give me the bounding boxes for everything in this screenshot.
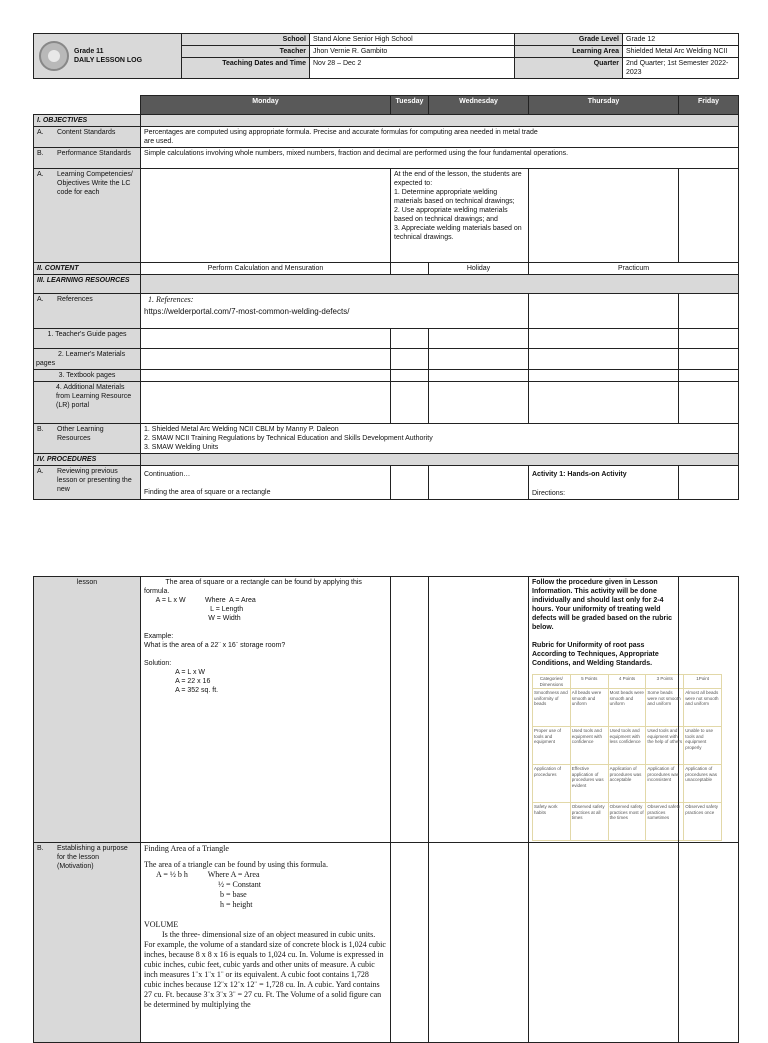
header-table — [33, 33, 739, 79]
teachers-guide-label: 1. Teacher's Guide pages — [34, 329, 141, 349]
learners-materials-label: 2. Learner's Materials pages — [34, 349, 141, 370]
other-resources-label: B. Other Learning Resources — [34, 424, 141, 454]
rubric-row: Safety work habits Observed safety practices at all times Observed safety practices most of the times Observed safety practices sometimes Observed safety practices once — [533, 803, 722, 841]
reviewing-lesson-monday: Continuation… Finding the area of square or a rectangle — [141, 466, 391, 500]
reviewing-lesson-monday-cont: The area of square or a rectangle can be found by applying this formula. A = L x W Where A = Area L = Length W = Width Example: What is the area of a 22¨ x 16¨ storage room? Solution: A = L x W A = 22 x 16 A = 352 sq. ft. — [141, 577, 391, 843]
school-logo-cell — [34, 34, 182, 79]
header-title-line1: Grade 11 — [74, 48, 104, 55]
lesson-log-table — [33, 95, 739, 500]
learning-area-label: Learning Area — [515, 46, 623, 58]
objectives-heading: I. OBJECTIVES — [34, 115, 141, 127]
activity-instructions: Follow the procedure given in Lesson Information. This activity will be done individually and should last only for 2-4 hours. Your uniformity of treating weld defects will be graded based on the rubric below. Rubric for Uniformity of root pass According to Techniques, Appropriate Conditions, and Welding Standards. — [532, 579, 673, 667]
content-wednesday: Holiday — [429, 263, 529, 275]
rubric-header-cell: 3 Points — [646, 675, 684, 689]
day-header-wednesday: Wednesday — [429, 96, 529, 115]
activity-title: Activity 1: Hands-on Activity — [532, 471, 627, 478]
quarter-label: Quarter — [515, 58, 623, 79]
references-label: A. References — [34, 294, 141, 329]
day-header-tuesday: Tuesday — [391, 96, 429, 115]
dates-label: Teaching Dates and Time — [182, 58, 310, 79]
day-header-friday: Friday — [679, 96, 739, 115]
performance-standards-label: B. Performance Standards — [34, 148, 141, 169]
teacher-label: Teacher — [182, 46, 310, 58]
rubric-header-cell: Categories/ Dimensions — [533, 675, 571, 689]
rubric-header-cell: 4 Points — [608, 675, 646, 689]
references-url[interactable]: https://welderportal.com/7-most-common-welding-defects/ — [144, 307, 350, 316]
triangle-text: The area of a triangle can be found by using this formula. A = ½ b h Where A = Area ½ = Constant b = base h = height VOLUME Is the three- dimensional size of an object measured in cubic units. For example, the volume of a standard size of concrete block is 1,024 cubic inches, because 8 x 8 x 16 is equals to 1,024 cu. In. Volume is expressed in cubic inches, cubic feet, cubic yards and other units of measure. A cubic inch measures 1¨x 1¨x 1¨ or its equivalent. A cubic foot contains 1,728 cubic inches because 12¨x 12¨x 12¨ = 1,728 cu. In. A cubic. Yard contains 27 cu. Ft. because 3¨x 3¨x 3¨ = 27 cu. Ft. The Volume of a solid figure can be determined by multiplying the — [144, 860, 386, 1009]
grade-level-label: Grade Level — [515, 34, 623, 46]
rubric-header-cell: 1Point — [684, 675, 722, 689]
textbook-pages-label: 3. Textbook pages — [34, 370, 141, 382]
references-title: 1. References: — [148, 295, 194, 304]
day-header-thursday: Thursday — [529, 96, 679, 115]
rubric-row: Proper use of tools and equipment Used tools and equipment with confidence Used tools and equipment with less confidence Used tools and equipment with the help of others Unable to use tools and equipment properly — [533, 727, 722, 765]
content-standards-label: A. Content Standards — [34, 127, 141, 148]
deped-seal-icon — [39, 41, 69, 71]
additional-materials-label: 4. Additional Materials from Learning Resource (LR) portal — [34, 382, 141, 424]
reviewing-lesson-label-cont: lesson — [34, 577, 141, 843]
teacher-value: Jhon Vernie R. Gambito — [310, 46, 515, 58]
dates-value: Nov 28 – Dec 2 — [310, 58, 515, 79]
performance-standards-text: Simple calculations involving whole numbers, mixed numbers, fraction and decimal are performed using the four fundamental operations. — [141, 148, 739, 169]
other-resources-text: 1. Shielded Metal Arc Welding NCII CBLM by Manny P. Daleon 2. SMAW NCII Training Regulations by Technical Education and Skills Development Authority 3. SMAW Welding Units — [141, 424, 739, 454]
content-heading: II. CONTENT — [34, 263, 141, 275]
reviewing-lesson-label: A. Reviewing previous lesson or presenting the new — [34, 466, 141, 500]
establishing-purpose-monday — [141, 843, 391, 1043]
grade-level-value: Grade 12 — [623, 34, 739, 46]
content-standards-text: Percentages are computed using appropriate formula. Precise and accurate formulas for computing area needed in metal trade are used. — [141, 127, 739, 148]
learning-competencies-label: A. Learning Competencies/ Objectives Write the LC code for each — [34, 169, 141, 263]
school-label: School — [182, 34, 310, 46]
learning-area-value: Shielded Metal Arc Welding NCII — [623, 46, 739, 58]
establishing-purpose-label: B. Establishing a purpose for the lesson (Motivation) — [34, 843, 141, 1043]
triangle-title: Finding Area of a Triangle — [144, 844, 229, 853]
reviewing-lesson-thursday-cont — [529, 577, 719, 843]
rubric-row: Application of procedures Effective application of procedures was evident Application of procedures was acceptable Application of procedures was inconsistent Application of procedures was unacceptable — [533, 765, 722, 803]
content-thursday: Practicum — [529, 263, 739, 275]
learning-competencies-wednesday: At the end of the lesson, the students are expected to: 1. Determine appropriate welding materials based on technical drawings; 2. Use appropriate welding materials based on technical drawings; and 3. Appreciate welding materials based on technical drawings. — [391, 169, 529, 263]
school-value: Stand Alone Senior High School — [310, 34, 515, 46]
day-header-monday: Monday — [141, 96, 391, 115]
rubric-header-cell: 5 Points — [570, 675, 608, 689]
rubric-row: Smoothness and uniformity of beads All beads were smooth and uniform Most beads were smooth and uniform Some beads were not smooth and uniform Almost all beads were not smooth and uniform — [533, 689, 722, 727]
header-title-line2: DAILY LESSON LOG — [74, 57, 143, 64]
learning-resources-heading: III. LEARNING RESOURCES — [34, 275, 141, 294]
lesson-log-table-continued — [33, 576, 739, 1043]
activity-directions: Directions: — [532, 490, 566, 497]
content-monday: Perform Calculation and Mensuration — [141, 263, 391, 275]
quarter-value: 2nd Quarter; 1st Semester 2022-2023 — [623, 58, 739, 79]
reviewing-lesson-thursday — [529, 466, 679, 500]
references-text — [141, 294, 529, 329]
procedures-heading: IV. PROCEDURES — [34, 454, 141, 466]
